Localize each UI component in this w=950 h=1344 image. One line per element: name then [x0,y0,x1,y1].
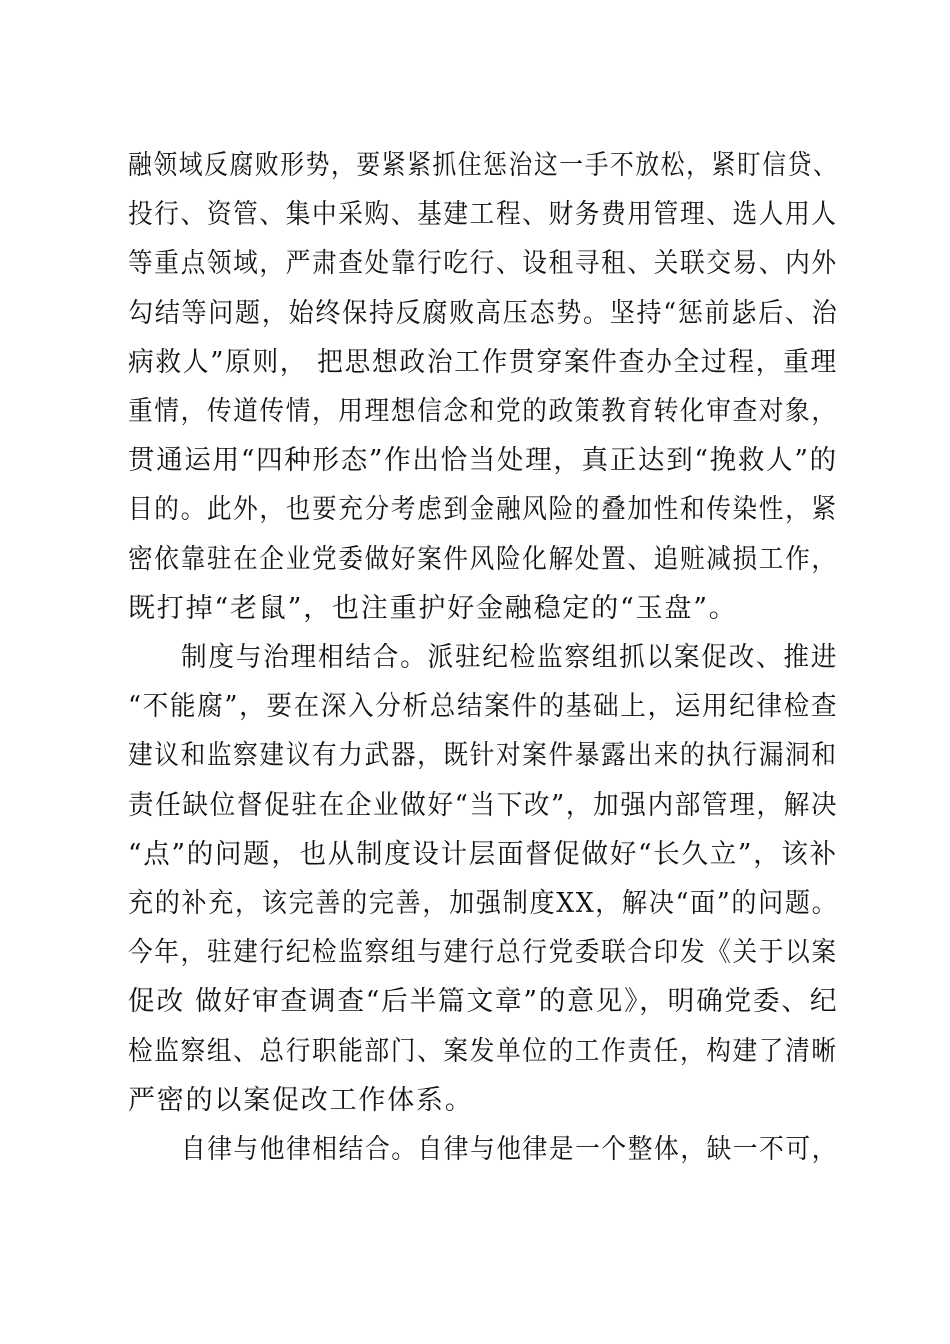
text-line: 重情，传道传情，用理想信念和党的政策教育转化审查对象， [128,396,838,427]
text-line: 勾结等问题，始终保持反腐败高压态势。坚持“惩前毖后、治 [128,298,839,329]
text-line: 密依靠驻在企业党委做好案件风险化解处置、追赃减损工作， [128,544,838,575]
text-line: 既打掉“老鼠”，也注重护好金融稳定的“玉盘”。 [128,593,738,624]
text-line: “点”的问题，也从制度设计层面督促做好“长久立”，该补 [128,839,838,870]
text-line: 今年，驻建行纪检监察组与建行总行党委联合印发《关于以案 [128,937,838,968]
text-line: 建议和监察建议有力武器，既针对案件暴露出来的执行漏洞和 [128,740,838,771]
text-line: 检监察组、总行职能部门、案发单位的工作责任，构建了清晰 [128,1036,838,1067]
paragraph-heading-line: 自律与他律相结合。自律与他律是一个整体，缺一不可， [181,1134,838,1165]
text-line: 严密的以案促改工作体系。 [128,1085,474,1116]
text-line: 病救人”原则， 把思想政治工作贯穿案件查办全过程，重理 [128,347,838,378]
text-line: 投行、资管、集中采购、基建工程、财务费用管理、选人用人 [128,199,838,230]
text-line: 融领域反腐败形势，要紧紧抓住惩治这一手不放松，紧盯信贷、 [128,150,839,181]
paragraph-heading-line: 制度与治理相结合。派驻纪检监察组抓以案促改、推进 [181,642,839,673]
text-line: 责任缺位督促驻在企业做好“当下改”，加强内部管理，解决 [128,790,839,821]
text-line: 目的。此外，也要充分考虑到金融风险的叠加性和传染性，紧 [128,494,838,525]
text-line: 贯通运用“四种形态”作出恰当处理，真正达到“挽救人”的 [128,445,838,476]
text-line: 充的补充，该完善的完善，加强制度XX，解决“面”的问题。 [128,888,839,919]
text-line: 促改 做好审查调查“后半篇文章”的意见》，明确党委、纪 [128,986,839,1017]
text-line: “不能腐”，要在深入分析总结案件的基础上，运用纪律检查 [128,691,839,722]
text-line: 等重点领域，严肃查处靠行吃行、设租寻租、关联交易、内外 [128,248,838,279]
